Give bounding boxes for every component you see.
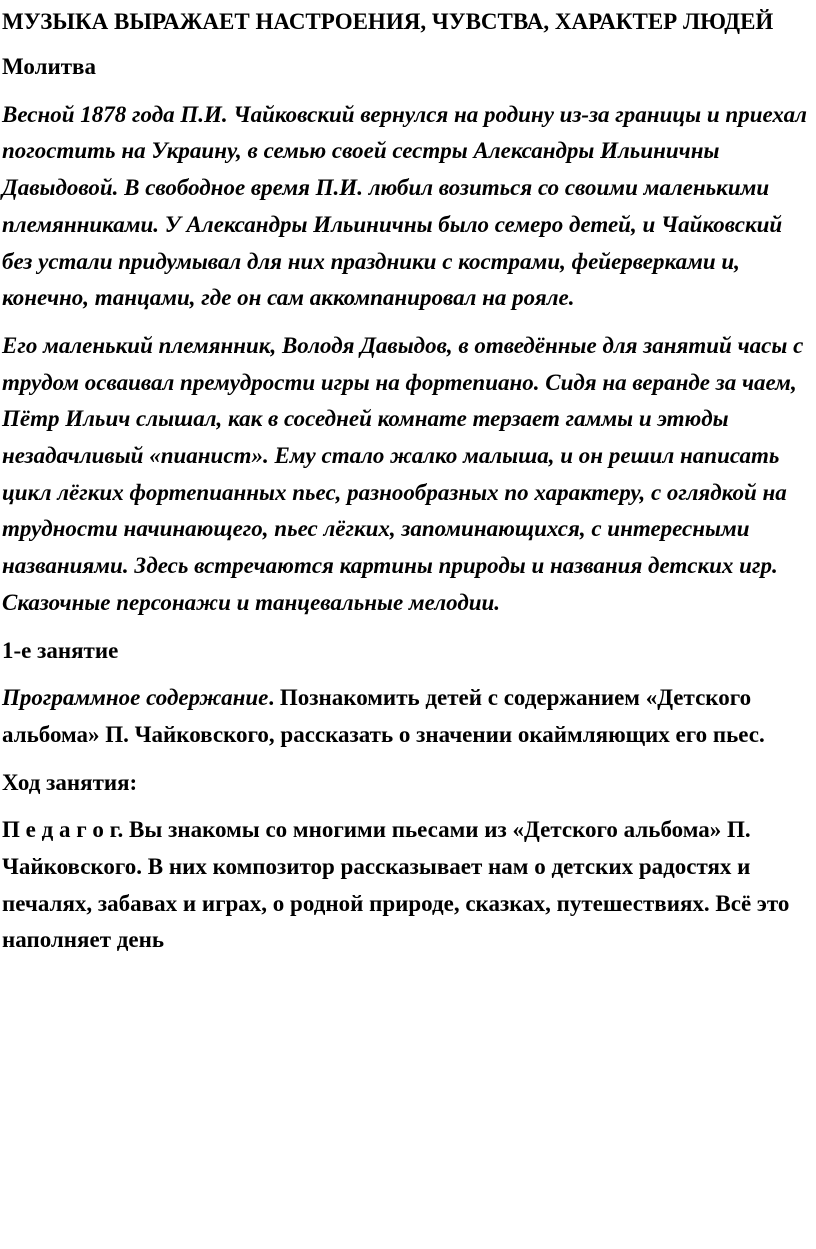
story-paragraph-2: Его маленький племянник, Володя Давыдов, в отведённые для занятий часы с трудом осваивал премудрости игры на фортепиано. Сидя на веранде за чаем, Пётр Ильич слышал, как в соседней комнате терзает гаммы и этюды незадачливый «пианист». Ему стало жалко малыша, и он решил написать цикл лёгких фортепианных пьес, разнообразных по характеру, с оглядкой на трудности начинающего, пьес лёгких, запоминающихся, с интересными названиями. Здесь встречаются картины природы и названия детских игр. Сказочные персонажи и танцевальные мелодии. <box>2 332 804 615</box>
teacher-text: . Вы знакомы со многими пьесами из «Детского альбома» П. Чайковского. В них композитор рассказывает нам о детских радостях и печалях, забавах и играх, о родной природе, сказках, путешествиях. Всё это наполняет день <box>2 817 790 953</box>
lesson-flow-title: Ход занятия: <box>2 769 138 795</box>
story-paragraph-1: Весной 1878 года П.И. Чайковский вернулся на родину из-за границы и приехал погостить на Украину, в семью своей сестры Александры Ильиничны Давыдовой. В свободное время П.И. любил возиться со своими маленькими племянниками. У Александры Ильиничны было семеро детей, и Чайковский без устали придумывал для них праздники с кострами, фейерверками и, конечно, танцами, где он сам аккомпанировал на рояле. <box>2 101 807 311</box>
page-title: МУЗЫКА ВЫРАЖАЕТ НАСТРОЕНИЯ, ЧУВСТВА, ХАРАКТЕР ЛЮДЕЙ <box>2 9 774 34</box>
teacher-paragraph <box>2 812 814 959</box>
program-text: . Познакомить детей с содержанием «Детского альбома» П. Чайковского, рассказать о значении окаймляющих его пьес. <box>2 685 765 747</box>
program-paragraph <box>2 680 814 753</box>
teacher-label: П е д а г о г <box>2 817 118 843</box>
section-title: Молитва <box>2 54 96 79</box>
program-label: Программное содержание <box>2 685 269 711</box>
lesson-title: 1-е занятие <box>2 637 119 663</box>
